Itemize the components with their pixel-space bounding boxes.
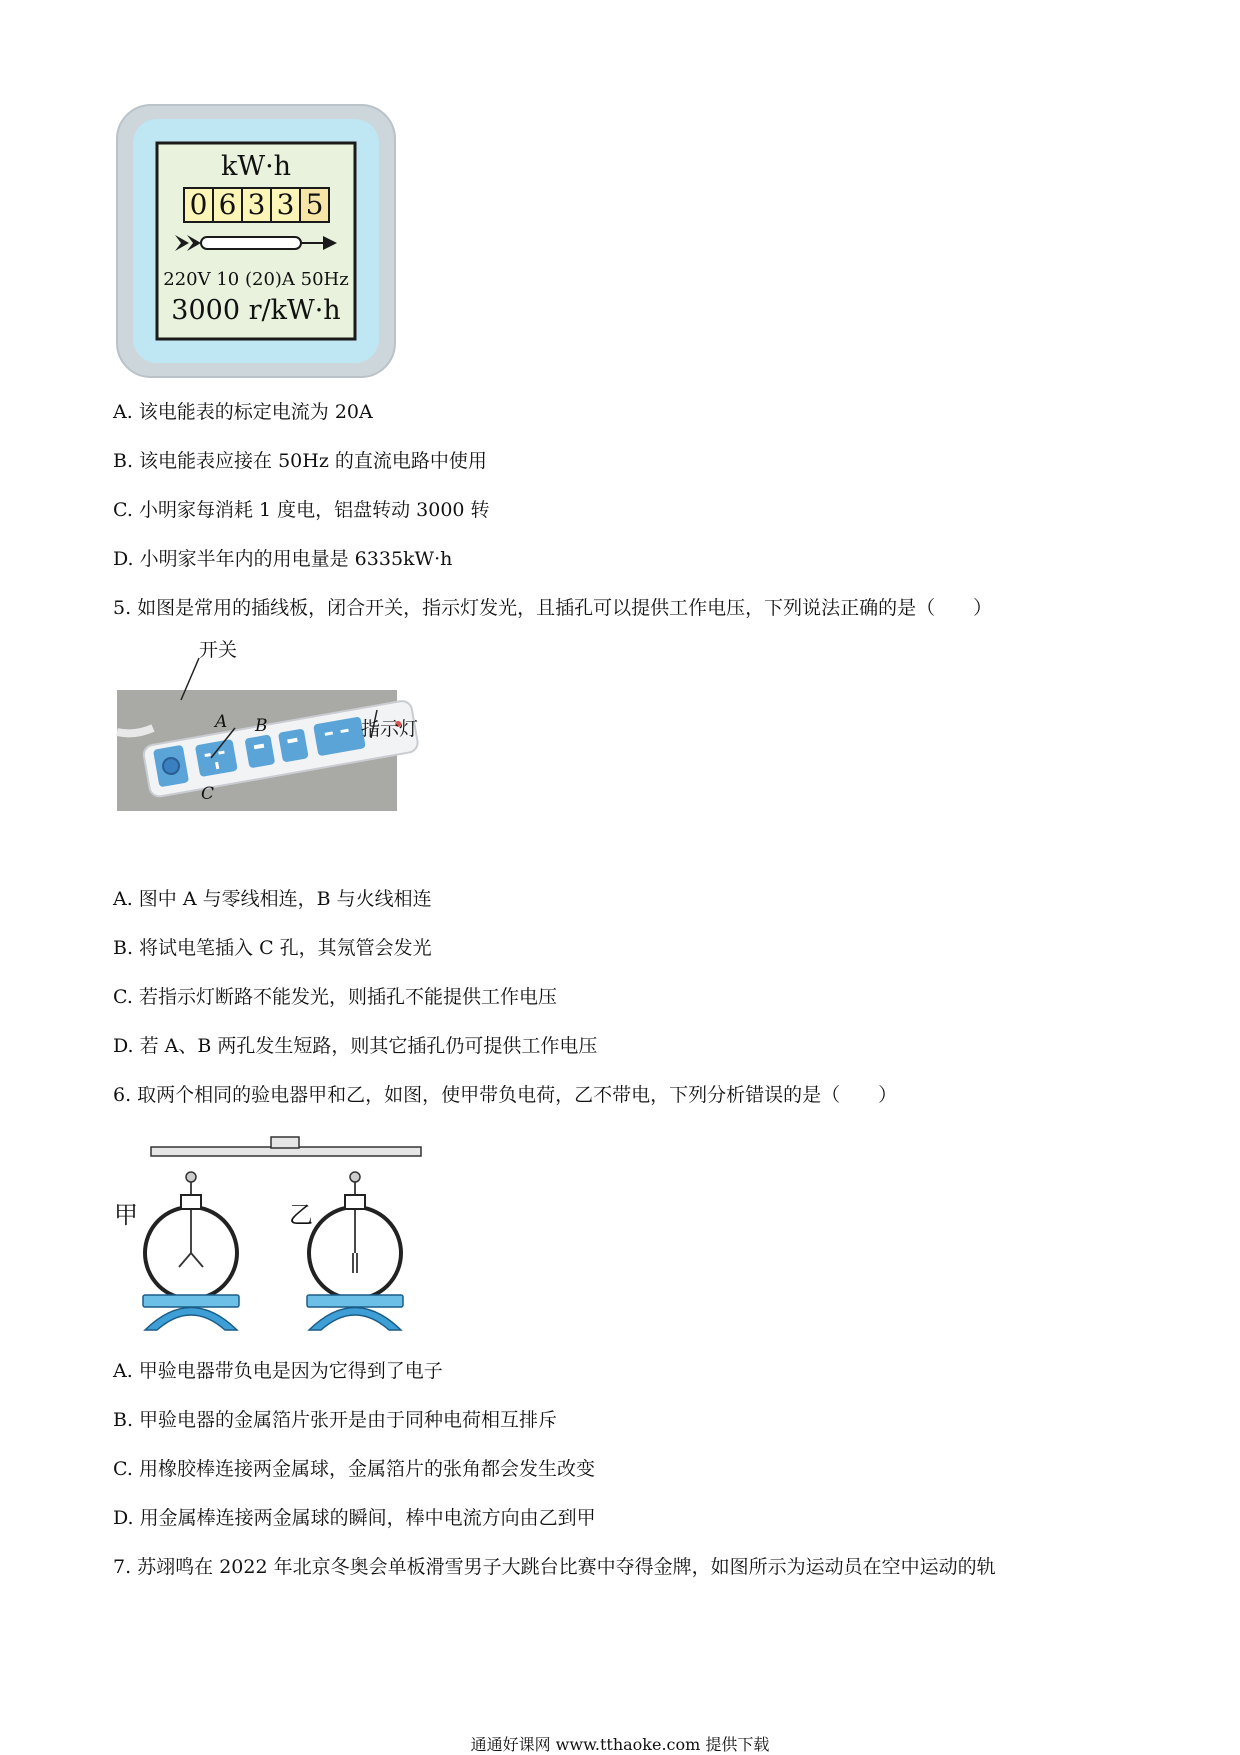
q7-stem: 7. 苏翊鸣在 2022 年北京冬奥会单板滑雪男子大跳台比赛中夺得金牌，如图所示为运动员在空中运动的轨 xyxy=(113,1556,996,1578)
electroscope-figure xyxy=(113,1135,433,1335)
label-b: B xyxy=(255,716,268,736)
q6-option-a: A. 甲验电器带负电是因为它得到了电子 xyxy=(113,1360,443,1382)
q5-option-a: A. 图中 A 与零线相连，B 与火线相连 xyxy=(113,888,432,910)
q6-option-b: B. 甲验电器的金属箔片张开是由于同种电荷相互排斥 xyxy=(113,1409,558,1431)
q4-option-d: D. 小明家半年内的用电量是 6335kW·h xyxy=(113,548,453,570)
label-c: C xyxy=(201,784,215,804)
meter-unit: kW·h xyxy=(220,151,292,182)
meter-digit: 3 xyxy=(241,187,272,223)
page-footer: 通通好课网 www.tthaoke.com 提供下载 xyxy=(470,1735,770,1754)
meter-digit: 6 xyxy=(212,187,243,223)
electric-meter-figure xyxy=(115,103,397,379)
q4-option-a: A. 该电能表的标定电流为 20A xyxy=(113,401,373,423)
q6-option-d: D. 用金属棒连接两金属球的瞬间，棒中电流方向由乙到甲 xyxy=(113,1507,596,1529)
label-indicator: 指示灯 xyxy=(361,718,419,740)
q6-stem: 6. 取两个相同的验电器甲和乙，如图，使甲带负电荷，乙不带电，下列分析错误的是（ ） xyxy=(113,1084,898,1106)
meter-digits xyxy=(183,187,328,223)
label-jia: 甲 xyxy=(114,1201,138,1229)
meter-digit: 0 xyxy=(183,187,214,223)
q5-stem: 5. 如图是常用的插线板，闭合开关，指示灯发光，且插孔可以提供工作电压，下列说法正确的是（ ） xyxy=(113,597,993,619)
electroscope-yi xyxy=(307,1172,403,1330)
meter-rate: 3000 r/kW·h xyxy=(171,295,341,326)
electroscope-jia xyxy=(143,1172,239,1330)
meter-digit: 3 xyxy=(270,187,301,223)
q6-option-c: C. 用橡胶棒连接两金属球，金属箔片的张角都会发生改变 xyxy=(113,1458,595,1480)
q5-option-d: D. 若 A、B 两孔发生短路，则其它插孔仍可提供工作电压 xyxy=(113,1035,598,1057)
meter-spec: 220V 10 (20)A 50Hz xyxy=(163,269,349,290)
label-yi: 乙 xyxy=(289,1201,313,1229)
q4-option-c: C. 小明家每消耗 1 度电，铝盘转动 3000 转 xyxy=(113,499,490,521)
q5-option-b: B. 将试电笔插入 C 孔，其氖管会发光 xyxy=(113,937,432,959)
q4-option-b: B. 该电能表应接在 50Hz 的直流电路中使用 xyxy=(113,450,487,472)
meter-digit-last: 5 xyxy=(299,187,330,223)
label-switch: 开关 xyxy=(199,639,238,661)
power-strip-figure xyxy=(115,640,435,815)
q5-option-c: C. 若指示灯断路不能发光，则插孔不能提供工作电压 xyxy=(113,986,557,1008)
label-a: A xyxy=(215,712,228,732)
